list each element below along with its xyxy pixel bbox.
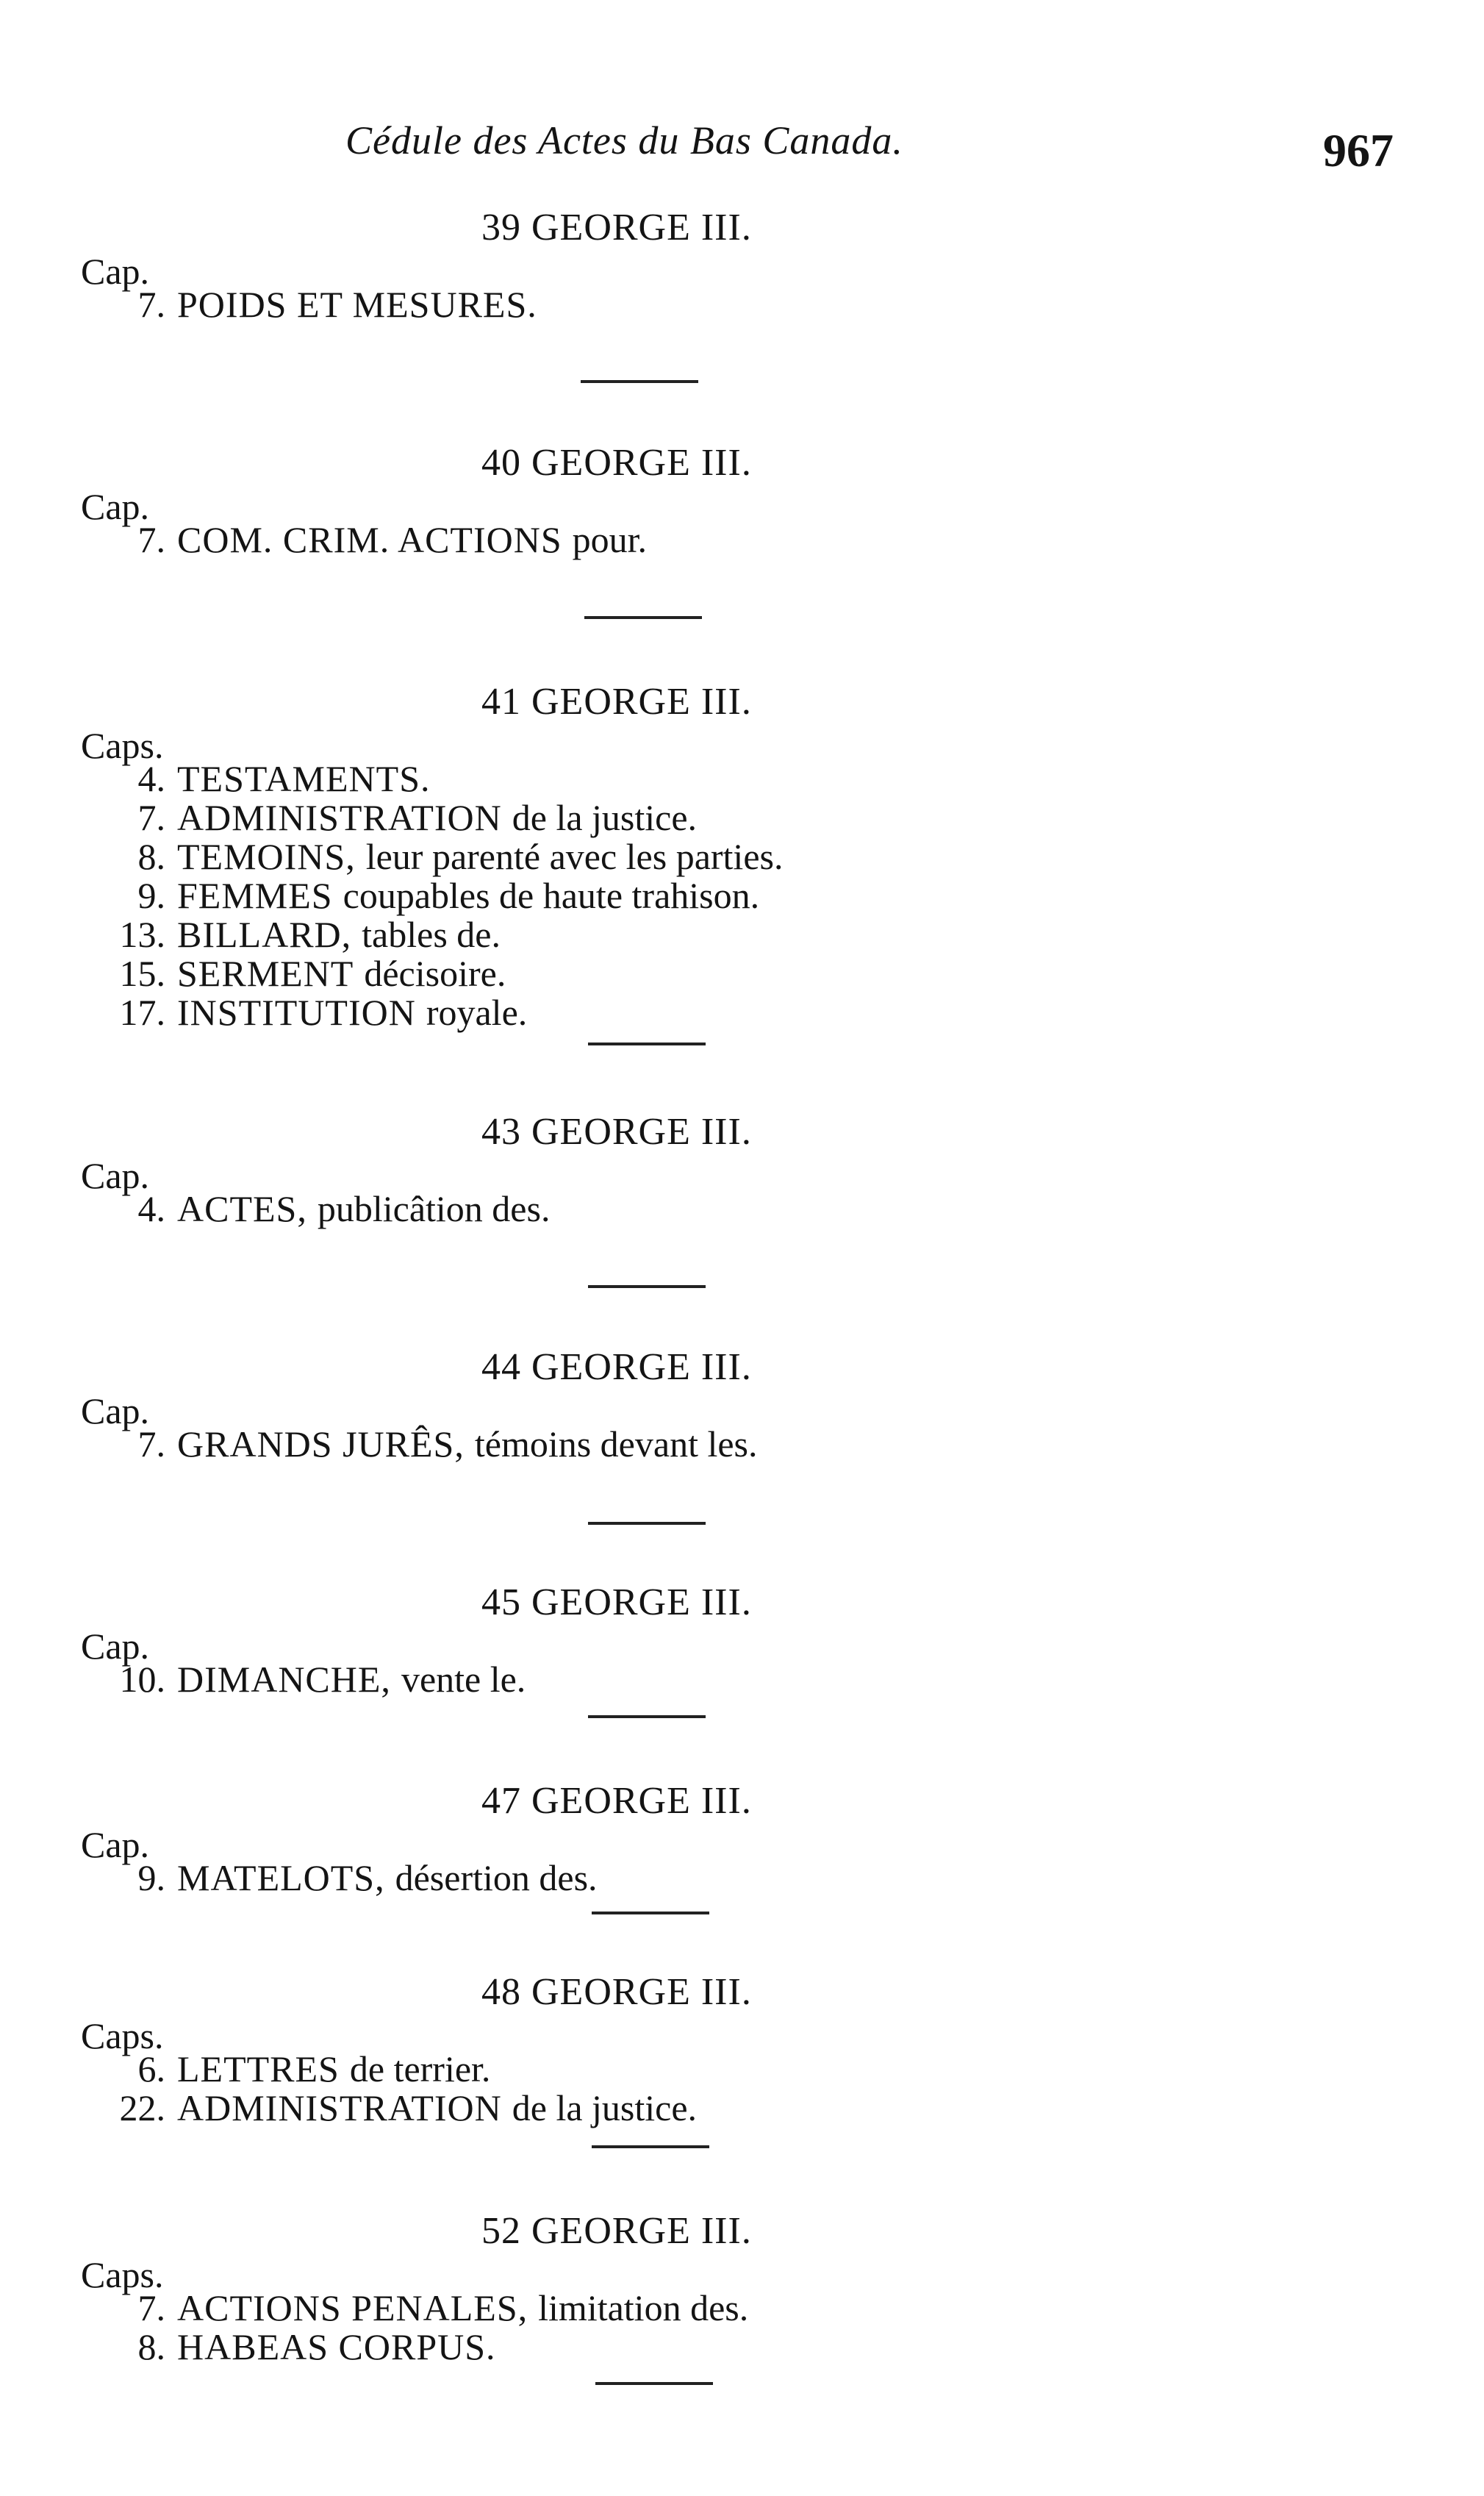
chapter-description: publicâtion des.	[317, 1188, 551, 1229]
section-divider-rule	[592, 1912, 709, 1914]
chapter-list	[81, 1190, 550, 1229]
chapter-headword: COM. CRIM. ACTIONS	[177, 519, 562, 560]
reign-heading: 47 GEORGE III.	[481, 1780, 752, 1822]
chapter-description: de la justice.	[512, 797, 698, 838]
chapter-entry	[81, 2289, 748, 2328]
chapter-list	[81, 521, 647, 559]
reign-heading: 44 GEORGE III.	[481, 1346, 752, 1388]
chapter-entry	[81, 915, 783, 954]
section-divider-rule	[588, 1285, 706, 1288]
chapter-headword: BILLARD,	[177, 914, 352, 955]
chapter-number: 15.	[119, 953, 165, 994]
chapter-headword: INSTITUTION	[177, 992, 416, 1033]
chapter-description: témoins devant les.	[474, 1423, 758, 1465]
chapter-number: 7.	[137, 284, 165, 325]
reign-heading: 41 GEORGE III.	[481, 681, 752, 723]
chapter-headword: GRANDS JURÊS,	[177, 1423, 465, 1465]
reign-heading: 39 GEORGE III.	[481, 207, 752, 248]
chapter-headword: ADMINISTRATION	[177, 797, 502, 838]
chapter-number: 7.	[137, 2287, 165, 2328]
chapter-number: 8.	[137, 2326, 165, 2367]
chapter-headword: LETTRES	[177, 2048, 340, 2089]
chapter-entry	[81, 1660, 526, 1699]
chapter-headword: SERMENT	[177, 953, 354, 994]
chapter-number: 7.	[137, 519, 165, 560]
section-divider-rule	[588, 1715, 706, 1718]
chapter-entry	[81, 759, 783, 798]
chapter-list	[81, 285, 537, 324]
chapter-headword: DIMANCHE,	[177, 1659, 391, 1700]
chapter-description: de la justice.	[512, 2087, 698, 2128]
chapter-entry	[81, 1425, 758, 1464]
chapter-description: coupables de haute trahison.	[343, 875, 760, 916]
chapter-list	[81, 2050, 697, 2128]
chapter-headword: FEMMES	[177, 875, 333, 916]
cap-label: Cap.	[81, 251, 150, 292]
chapter-description: pour.	[572, 519, 648, 560]
reign-heading: 40 GEORGE III.	[481, 442, 752, 484]
chapter-description: leur parenté avec les parties.	[365, 836, 784, 877]
chapter-headword: ADMINISTRATION	[177, 2087, 502, 2128]
chapter-description: limitation des.	[538, 2287, 749, 2328]
section-divider-rule	[581, 380, 698, 383]
section-divider-rule	[588, 1043, 706, 1045]
chapter-entry	[81, 798, 783, 837]
section-divider-rule	[595, 2382, 713, 2385]
chapter-entry	[81, 285, 537, 324]
chapter-description: royale.	[426, 992, 528, 1033]
section-divider-rule	[584, 616, 702, 619]
chapter-entry	[81, 2089, 697, 2128]
cap-label: Cap.	[81, 1390, 150, 1431]
chapter-description: désertion des.	[395, 1857, 598, 1898]
cap-label: Cap.	[81, 1824, 150, 1865]
chapter-entry	[81, 1190, 550, 1229]
running-head: Cédule des Actes du Bas Canada.	[345, 118, 903, 162]
chapter-list	[81, 1660, 526, 1699]
chapter-list	[81, 1425, 758, 1464]
chapter-entry	[81, 2050, 697, 2089]
chapter-headword: HABEAS CORPUS.	[177, 2326, 496, 2367]
chapter-number: 13.	[119, 914, 165, 955]
chapter-list	[81, 759, 783, 1032]
chapter-entry	[81, 876, 783, 915]
cap-label: Caps.	[81, 2015, 164, 2056]
chapter-list	[81, 1859, 598, 1898]
chapter-number: 8.	[137, 836, 165, 877]
chapter-headword: MATELOTS,	[177, 1857, 385, 1898]
cap-label: Cap.	[81, 1155, 150, 1196]
chapter-list	[81, 2289, 748, 2367]
chapter-description: décisoire.	[364, 953, 506, 994]
cap-label: Cap.	[81, 486, 150, 527]
chapter-number: 4.	[137, 758, 165, 799]
chapter-entry	[81, 2328, 748, 2367]
section-divider-rule	[592, 2145, 709, 2148]
section-divider-rule	[588, 1522, 706, 1525]
chapter-number: 22.	[119, 2087, 165, 2128]
chapter-description: de terrier.	[349, 2048, 491, 2089]
chapter-headword: ACTES,	[177, 1188, 307, 1229]
reign-heading: 43 GEORGE III.	[481, 1111, 752, 1153]
chapter-entry	[81, 993, 783, 1032]
page-number: 967	[1323, 124, 1394, 176]
chapter-number: 6.	[137, 2048, 165, 2089]
chapter-number: 4.	[137, 1188, 165, 1229]
chapter-headword: TEMOINS,	[177, 836, 356, 877]
cap-label: Caps.	[81, 725, 164, 766]
chapter-entry	[81, 954, 783, 993]
chapter-number: 17.	[119, 992, 165, 1033]
chapter-description: vente le.	[401, 1659, 526, 1700]
chapter-number: 9.	[137, 875, 165, 916]
chapter-headword: POIDS ET MESURES.	[177, 284, 537, 325]
chapter-description: tables de.	[362, 914, 501, 955]
cap-label: Cap.	[81, 1626, 150, 1667]
chapter-number: 10.	[119, 1659, 165, 1700]
chapter-number: 9.	[137, 1857, 165, 1898]
chapter-entry	[81, 521, 647, 559]
chapter-entry	[81, 1859, 598, 1898]
chapter-number: 7.	[137, 797, 165, 838]
chapter-entry	[81, 837, 783, 876]
reign-heading: 52 GEORGE III.	[481, 2210, 752, 2252]
reign-heading: 48 GEORGE III.	[481, 1971, 752, 2013]
chapter-number: 7.	[137, 1423, 165, 1465]
chapter-headword: TESTAMENTS.	[177, 758, 431, 799]
reign-heading: 45 GEORGE III.	[481, 1581, 752, 1623]
chapter-headword: ACTIONS PENALES,	[177, 2287, 528, 2328]
cap-label: Caps.	[81, 2254, 164, 2295]
